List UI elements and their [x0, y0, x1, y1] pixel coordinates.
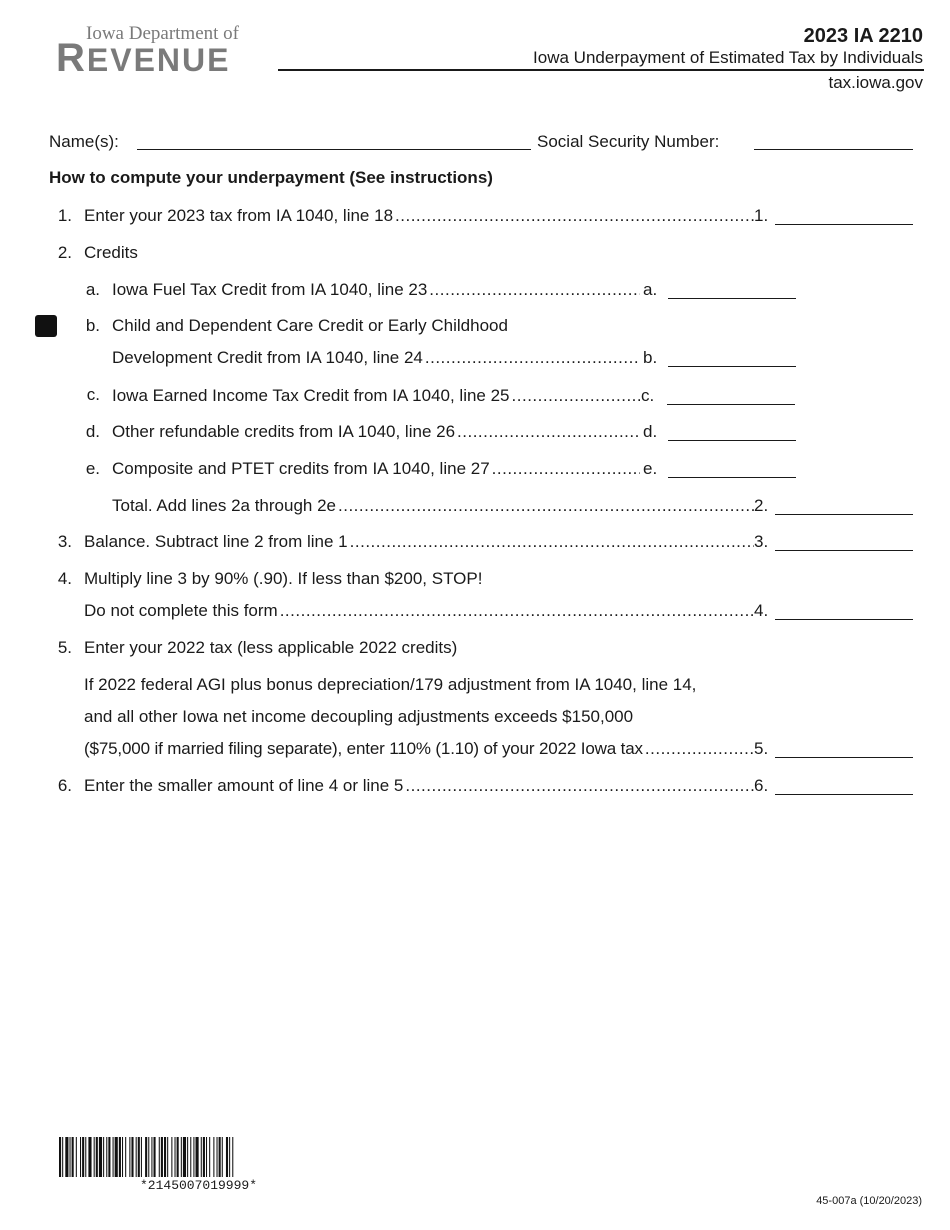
line-2b-ref: b. [643, 348, 658, 367]
line-4-row [84, 601, 754, 621]
barcode-bar [85, 1137, 86, 1177]
barcode-bar [106, 1137, 107, 1177]
line-2c-text: Iowa Earned Income Tax Credit from IA 1040, line 25 [112, 386, 510, 405]
dot-leader [336, 496, 754, 516]
line-2a-field[interactable] [668, 280, 796, 299]
dot-leader [643, 739, 754, 759]
barcode-bar [164, 1137, 166, 1177]
line-2a-ref: a. [643, 280, 658, 299]
line-2d-text: Other refundable credits from IA 1040, line 26 [112, 422, 456, 441]
line-2e-field[interactable] [668, 459, 796, 478]
dot-leader [403, 776, 754, 796]
logo-wordmark: REVENUE [56, 36, 231, 80]
header-divider [278, 69, 924, 71]
barcode-bar [76, 1137, 77, 1177]
barcode-bar [203, 1137, 205, 1177]
barcode-bar [181, 1137, 182, 1177]
barcode-bar [96, 1137, 98, 1177]
line-4-text-1: Multiply line 3 by 90% (.90). If less than $200, STOP! [84, 569, 483, 588]
logo-department-text: Iowa Department of [86, 23, 239, 44]
barcode-bar [136, 1137, 137, 1177]
line-2-number: 2. [57, 243, 72, 262]
line-1-field[interactable] [775, 206, 913, 225]
line-2-total-ref: 2. [754, 496, 769, 515]
line-2e-text: Composite and PTET credits from IA 1040, line 27 [112, 459, 490, 478]
barcode-bar [213, 1137, 214, 1177]
line-2c-field[interactable] [667, 386, 795, 405]
barcode-bar [201, 1137, 202, 1177]
barcode-bar [151, 1137, 152, 1177]
section-heading: How to compute your underpayment (See instructions) [49, 168, 493, 187]
line-5-text-2: If 2022 federal AGI plus bonus depreciation/179 adjustment from IA 1040, line 14, [84, 675, 697, 694]
barcode-bar [119, 1137, 121, 1177]
barcode-bar [141, 1137, 142, 1177]
dot-leader [510, 386, 640, 406]
line-2e-ref: e. [643, 459, 658, 478]
line-1-text: Enter your 2023 tax from IA 1040, line 18 [84, 206, 394, 225]
name-field[interactable] [137, 131, 531, 150]
barcode-bar [190, 1137, 191, 1177]
line-2e-row [112, 459, 640, 479]
barcode-bar [80, 1137, 81, 1177]
line-2d-number: d. [85, 422, 100, 441]
line-6-ref: 6. [754, 776, 769, 795]
barcode-bar [82, 1137, 84, 1177]
line-3-row [84, 532, 754, 552]
barcode-bar [229, 1137, 230, 1177]
barcode-bar [129, 1137, 130, 1177]
dot-leader [455, 422, 640, 442]
alignment-marker [35, 315, 57, 337]
line-4-field[interactable] [775, 601, 913, 620]
barcode-bar [125, 1137, 126, 1177]
barcode-bar [187, 1137, 188, 1177]
line-3-field[interactable] [775, 532, 913, 551]
barcode-number: *2145007019999* [139, 1178, 258, 1193]
form-website: tax.iowa.gov [828, 73, 923, 92]
barcode-bar [209, 1137, 210, 1177]
barcode-image [59, 1137, 340, 1177]
form-title: Iowa Underpayment of Estimated Tax by Individuals [533, 48, 923, 67]
line-4-number: 4. [57, 569, 72, 588]
line-6-field[interactable] [775, 776, 913, 795]
line-2b-text-2: Development Credit from IA 1040, line 24 [112, 348, 423, 367]
dot-leader [393, 206, 754, 226]
line-2-total-row [112, 496, 754, 516]
form-id: 2023 IA 2210 [803, 25, 923, 47]
barcode-bar [88, 1137, 91, 1177]
barcode-bar [154, 1137, 156, 1177]
barcode-bar [115, 1137, 118, 1177]
barcode-bar [193, 1137, 194, 1177]
line-4-ref: 4. [754, 601, 769, 620]
barcode-bar [145, 1137, 147, 1177]
line-1-ref: 1. [754, 206, 769, 225]
line-4-text-2: Do not complete this form [84, 601, 278, 620]
barcode-bar [161, 1137, 163, 1177]
line-2b-number: b. [85, 316, 100, 335]
line-2c-ref: c. [641, 386, 655, 405]
barcode-bar [222, 1137, 223, 1177]
ssn-label: Social Security Number: [537, 132, 720, 151]
barcode-bar [148, 1137, 149, 1177]
barcode-bar [94, 1137, 95, 1177]
form-revision: 45-007a (10/20/2023) [816, 1195, 922, 1207]
barcode-bar [206, 1137, 207, 1177]
barcode-bar [62, 1137, 63, 1177]
line-2a-text: Iowa Fuel Tax Credit from IA 1040, line 23 [112, 280, 428, 299]
line-5-number: 5. [57, 638, 72, 657]
line-2-total-field[interactable] [775, 496, 913, 515]
barcode-bar [183, 1137, 186, 1177]
barcode-bar [159, 1137, 160, 1177]
line-5-field[interactable] [775, 739, 913, 758]
barcode-bar [196, 1137, 199, 1177]
barcode-bar [122, 1137, 123, 1177]
logo-revenue-text [56, 36, 230, 82]
line-2b-field[interactable] [668, 348, 796, 367]
barcode-bar [99, 1137, 102, 1177]
line-2b-row [112, 348, 640, 368]
barcode-bar [171, 1137, 172, 1177]
barcode-bar [177, 1137, 179, 1177]
barcode-bar [65, 1137, 68, 1177]
barcode-bar [113, 1137, 114, 1177]
line-2-text: Credits [84, 243, 138, 262]
barcode-bar [175, 1137, 176, 1177]
barcode-bar [72, 1137, 74, 1177]
line-5-row [84, 739, 754, 759]
dot-leader [490, 459, 640, 479]
barcode-bar [131, 1137, 133, 1177]
line-2-total-text: Total. Add lines 2a through 2e [112, 496, 336, 515]
dot-leader [427, 280, 640, 300]
line-2d-ref: d. [643, 422, 658, 441]
barcode-bar [59, 1137, 61, 1177]
name-label: Name(s): [49, 132, 119, 151]
barcode-bar [103, 1137, 104, 1177]
barcode-bar [226, 1137, 228, 1177]
barcode-bar [138, 1137, 140, 1177]
dot-leader [278, 601, 754, 621]
line-5-text-4: ($75,000 if married filing separate), enter 110% (1.10) of your 2022 Iowa tax [84, 739, 643, 758]
line-2a-number: a. [85, 280, 100, 299]
line-2c-number: c. [86, 385, 100, 404]
barcode-bar [108, 1137, 110, 1177]
line-6-number: 6. [57, 776, 72, 795]
dot-leader [423, 348, 640, 368]
line-2b-text-1: Child and Dependent Care Credit or Early Childhood [112, 316, 508, 335]
line-6-row [84, 776, 754, 796]
line-2a-row [112, 280, 640, 300]
line-5-text-3: and all other Iowa net income decoupling adjustments exceeds $150,000 [84, 707, 634, 726]
barcode-bar [70, 1137, 71, 1177]
line-5-ref: 5. [754, 739, 769, 758]
dot-leader [348, 532, 754, 552]
line-2d-field[interactable] [668, 422, 796, 441]
barcode-bar [232, 1137, 233, 1177]
line-5-text-1: Enter your 2022 tax (less applicable 2022 credits) [84, 638, 458, 657]
line-3-ref: 3. [754, 532, 769, 551]
line-3-number: 3. [57, 532, 72, 551]
line-1-number: 1. [57, 206, 72, 225]
line-1-row [84, 206, 754, 226]
line-2e-number: e. [85, 459, 100, 478]
ssn-field[interactable] [754, 131, 913, 150]
line-2c-row [112, 386, 640, 406]
line-6-text: Enter the smaller amount of line 4 or line 5 [84, 776, 404, 795]
barcode-bar [217, 1137, 218, 1177]
line-3-text: Balance. Subtract line 2 from line 1 [84, 532, 348, 551]
line-2d-row [112, 422, 640, 442]
barcode-bar [219, 1137, 221, 1177]
barcode-bar [167, 1137, 168, 1177]
